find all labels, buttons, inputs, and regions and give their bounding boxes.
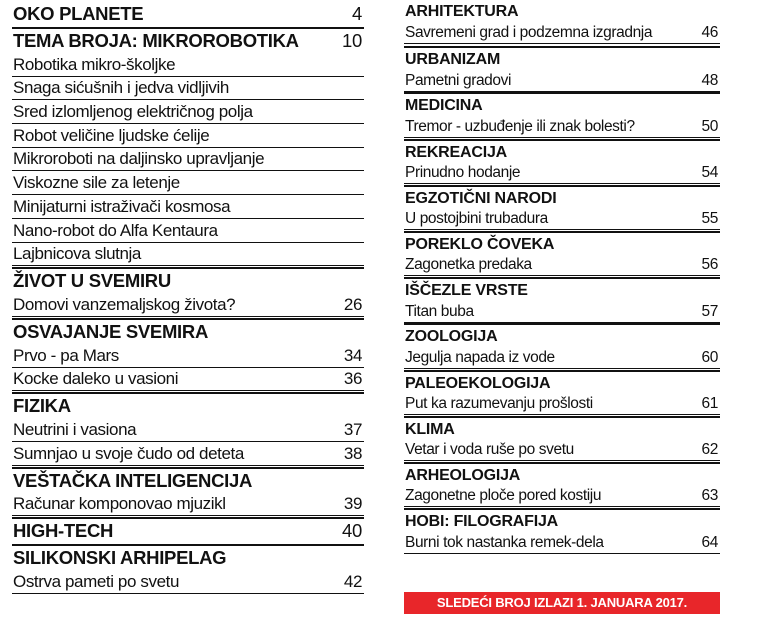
page-number: 63 [701,487,718,505]
toc-block [404,139,720,185]
page-number: 34 [343,345,362,365]
entry-title: Snaga sićušnih i jedva vidljivih [13,78,229,98]
toc-entry [12,148,364,172]
toc-entry [12,293,364,317]
section-title: ŽIVOT U SVEMIRU [13,270,171,292]
toc-block [404,92,720,138]
toc-entry [404,209,720,231]
toc-section-heading [404,279,720,301]
section-title: KLIMA [405,420,455,438]
entry-title: Zagonetka predaka [405,256,532,274]
toc-entry [12,493,364,517]
section-title: HIGH-TECH [13,520,114,542]
page-number: 38 [343,443,362,463]
section-title: POREKLO ČOVEKA [405,235,555,253]
toc-entry [404,301,720,323]
section-title: EGZOTIČNI NARODI [405,189,557,207]
toc-entry [12,344,364,368]
toc-section-heading [404,464,720,486]
toc-section-heading [12,27,364,53]
toc-entry [12,100,364,124]
entry-title: Vetar i voda ruše po svetu [405,441,574,459]
toc-section-heading [404,418,720,440]
section-title: TEMA BROJA: MIKROROBOTIKA [13,30,299,51]
section-title: FIZIKA [13,395,71,417]
section-title: REKREACIJA [405,143,508,161]
toc-block [404,231,720,277]
entry-title: Titan buba [405,302,474,320]
toc-section-heading [404,510,720,532]
entry-title: Tremor - uzbuđenje ili znak bolesti? [405,117,635,135]
entry-title: Sred izlomljenog električnog polja [13,102,253,122]
entry-title: Računar komponovao mjuzikl [13,494,226,514]
toc-entry [404,22,720,44]
toc-left-column [12,0,364,594]
toc-section-heading [404,141,720,163]
toc-section-heading [404,0,720,22]
toc-entry [404,347,720,369]
page-number: 61 [701,395,718,412]
entry-title: Robotika mikro-školjke [13,54,176,74]
toc-section-heading [404,372,720,394]
next-issue-banner: SLEDEĆI BROJ IZLAZI 1. JANUARA 2017. [404,592,720,614]
entry-title: Burni tok nastanka remek-dela [405,533,604,551]
page-number: 57 [701,302,718,320]
page-number: 54 [701,164,718,182]
toc-entry [12,418,364,442]
toc-entry [404,70,720,92]
entry-title: Mikroroboti na daljinsko upravljanje [13,149,265,169]
section-title: ARHEOLOGIJA [405,466,521,484]
toc-entry [404,255,720,277]
toc-entry [12,171,364,195]
page-number: 62 [701,441,718,459]
toc-section-heading [404,187,720,209]
toc-entry [12,442,364,466]
toc-block [404,0,720,46]
page-number: 55 [701,210,718,228]
section-title: OKO PLANETE [13,3,144,24]
entry-title: Sumnjao u svoje čudo od deteta [13,443,244,463]
toc-right-column [404,0,720,554]
entry-title: Lajbnicova slutnja [13,244,141,264]
toc-block [404,46,720,92]
section-title: ZOOLOGIJA [405,328,498,346]
toc-section-heading [12,517,364,543]
section-title: MEDICINA [405,97,483,115]
entry-title: Kocke daleko u vasioni [13,369,179,389]
toc-entry [12,195,364,219]
page-number: 40 [342,520,362,542]
page-number: 10 [342,30,362,51]
page-number: 48 [701,71,718,89]
entry-title: Zagonetne ploče pored kostiju [405,487,602,505]
page-number: 50 [701,117,718,135]
toc-section-heading [12,544,364,570]
toc-entry [404,532,720,554]
toc-entry [12,53,364,77]
toc-section-heading [12,467,364,493]
toc-block [404,370,720,416]
section-title: HOBI: FILOGRAFIJA [405,513,559,531]
toc-section-heading [12,318,364,344]
toc-section-heading [404,325,720,347]
page-number: 26 [343,294,362,314]
toc-block [404,323,720,369]
entry-title: Prinudno hodanje [405,164,521,182]
page-number: 60 [701,348,718,366]
toc-entry [12,219,364,243]
toc-block [404,277,720,323]
page-number: 39 [343,494,362,514]
page-number: 56 [701,256,718,274]
toc-entry [12,570,364,594]
toc-entry [404,116,720,138]
entry-title: Put ka razumevanju prošlosti [405,395,593,412]
section-title: SILIKONSKI ARHIPELAG [13,547,227,569]
page-number: 64 [701,533,718,551]
entry-title: Prvo - pa Mars [13,345,119,365]
entry-title: Domovi vanzemaljskog života? [13,294,236,314]
toc-block [404,185,720,231]
section-title: OSVAJANJE SVEMIRA [13,320,209,342]
section-title: ARHITEKTURA [405,3,519,20]
section-title: URBANIZAM [405,51,501,69]
toc-entry [404,163,720,185]
toc-entry [404,394,720,416]
entry-title: U postojbini trubadura [405,210,548,228]
toc-section-heading [12,0,364,26]
toc-entry [12,124,364,148]
entry-title: Jegulja napada iz vode [405,348,555,366]
section-title: PALEOEKOLOGIJA [405,374,551,392]
entry-title: Nano-robot do Alfa Kentaura [13,220,218,240]
page-number: 4 [352,3,362,24]
section-title: IŠČEZLE VRSTE [405,282,528,300]
toc-section-heading [404,233,720,255]
entry-title: Ostrva pameti po svetu [13,572,179,591]
toc-entry [12,368,364,392]
toc-section-heading [404,94,720,116]
section-title: VEŠTAČKA INTELIGENCIJA [13,469,253,491]
toc-section-heading [12,267,364,293]
toc-block [404,508,720,554]
toc-entry [12,243,364,267]
toc-section-heading [12,392,364,418]
entry-title: Neutrini i vasiona [13,419,137,439]
entry-title: Minijaturni istraživači kosmosa [13,196,231,216]
page-number: 36 [343,369,362,389]
toc-block [404,462,720,508]
entry-title: Savremeni grad i podzemna izgradnja [405,23,653,41]
page-number: 37 [343,419,362,439]
toc-entry [404,440,720,462]
page-number: 46 [701,23,718,41]
toc-entry [12,77,364,101]
toc-section-heading [404,48,720,70]
toc-entry [404,486,720,508]
entry-title: Pametni gradovi [405,71,512,89]
toc-block [404,416,720,462]
page-number: 42 [343,572,362,591]
entry-title: Viskozne sile za letenje [13,173,180,193]
entry-title: Robot veličine ljudske ćelije [13,125,210,145]
